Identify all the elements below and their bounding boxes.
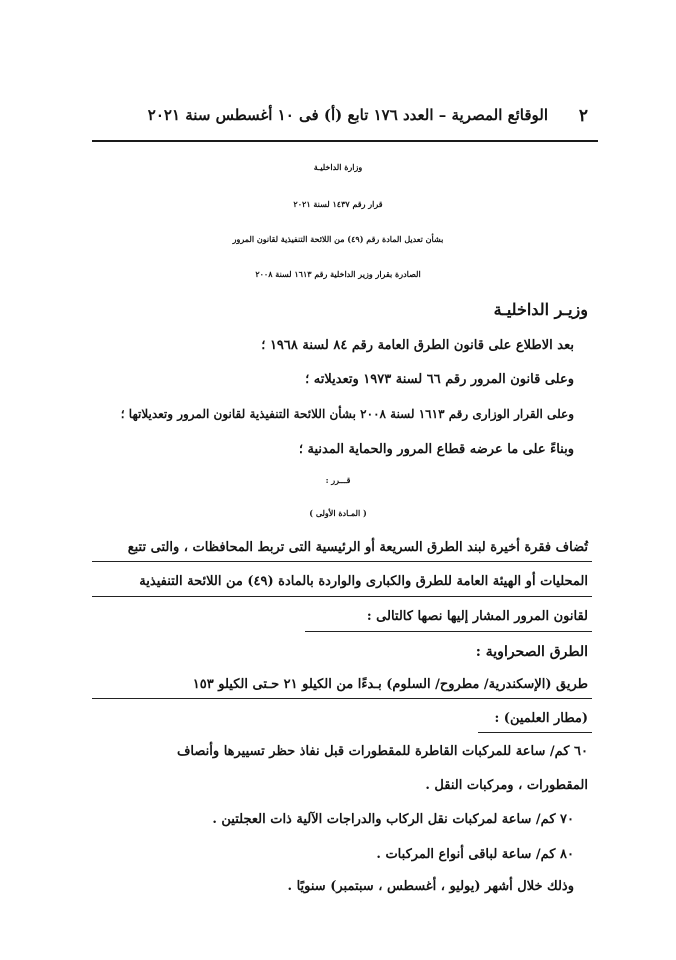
preamble-line-1: بعد الاطلاع على قانون الطرق العامة رقم ٨٤ لسنة ١٩٦٨ ؛ bbox=[261, 338, 574, 353]
closing-line: وذلك خلال أشهر (يوليو ، أغسطس ، سبتمبر) سنويًا . bbox=[287, 879, 574, 894]
underline-1 bbox=[92, 561, 592, 562]
road-line-1: طريق (الإسكندرية/ مطروح/ السلوم) بـدءًا من الكيلو ٢١ حـتى الكيلو ١٥٣ bbox=[192, 677, 588, 692]
minister-heading: وزيـر الداخليـة bbox=[493, 300, 588, 319]
preamble-line-2: وعلى قانون المرور رقم ٦٦ لسنة ١٩٧٣ وتعديلاته ؛ bbox=[305, 372, 574, 387]
speed-limit-line-1: ٦٠ كم/ ساعة للمركبات القاطرة للمقطورات قبل نفاذ حظر تسييرها وأنصاف bbox=[176, 744, 588, 759]
article-title: ( المـادة الأولى ) bbox=[309, 508, 367, 518]
speed-limit-line-2: المقطورات ، ومركبات النقل . bbox=[425, 778, 588, 793]
header-rule bbox=[92, 140, 598, 142]
subject-line-1: بشأن تعديل المادة رقم (٤٩) من اللائحة التنفيذية لقانون المرور bbox=[232, 234, 444, 244]
page-number: ٢ bbox=[578, 106, 588, 126]
road-line-2: (مطار العلمين) : bbox=[494, 711, 588, 726]
preamble-line-4: وبناءً على ما عرضه قطاع المرور والحماية المدنية ؛ bbox=[298, 442, 574, 457]
underline-5 bbox=[478, 732, 592, 733]
article-body-line-2: المحليات أو الهيئة العامة للطرق والكبارى والواردة بالمادة (٤٩) من اللائحة التنفيذية bbox=[139, 574, 588, 589]
preamble-line-3: وعلى القرار الوزارى رقم ١٦١٣ لسنة ٢٠٠٨ بشأن اللائحة التنفيذية لقانون المرور وتعديلاتها ؛ bbox=[120, 407, 574, 421]
underline-3 bbox=[305, 631, 592, 632]
ministry-title: وزارة الداخليـة bbox=[313, 162, 363, 172]
decision-title: قرار رقم ١٤٣٧ لسنة ٢٠٢١ bbox=[293, 199, 383, 209]
speed-limit-line-4: ٨٠ كم/ ساعة لباقى أنواع المركبات . bbox=[376, 847, 574, 862]
article-body-line-1: تُضاف فقرة أخيرة لبند الطرق السريعة أو الرئيسية التى تربط المحافظات ، والتى تتبع bbox=[127, 540, 588, 555]
underline-4 bbox=[92, 698, 592, 699]
desert-roads-heading: الطرق الصحراوية : bbox=[475, 644, 588, 660]
underline-2 bbox=[92, 596, 592, 597]
subject-line-2: الصادرة بقرار وزير الداخلية رقم ١٦١٣ لسنة ٢٠٠٨ bbox=[255, 269, 421, 279]
decided-heading: قـــرر : bbox=[325, 475, 351, 485]
article-body-line-3: لقانون المرور المشار إليها نصها كالتالى : bbox=[366, 609, 588, 624]
running-header: الوقائع المصرية – العدد ١٧٦ تابع (أ) فى ١٠ أغسطس سنة ٢٠٢١ bbox=[147, 106, 548, 124]
speed-limit-line-3: ٧٠ كم/ ساعة لمركبات نقل الركاب والدراجات الآلية ذات العجلتين . bbox=[212, 812, 574, 827]
